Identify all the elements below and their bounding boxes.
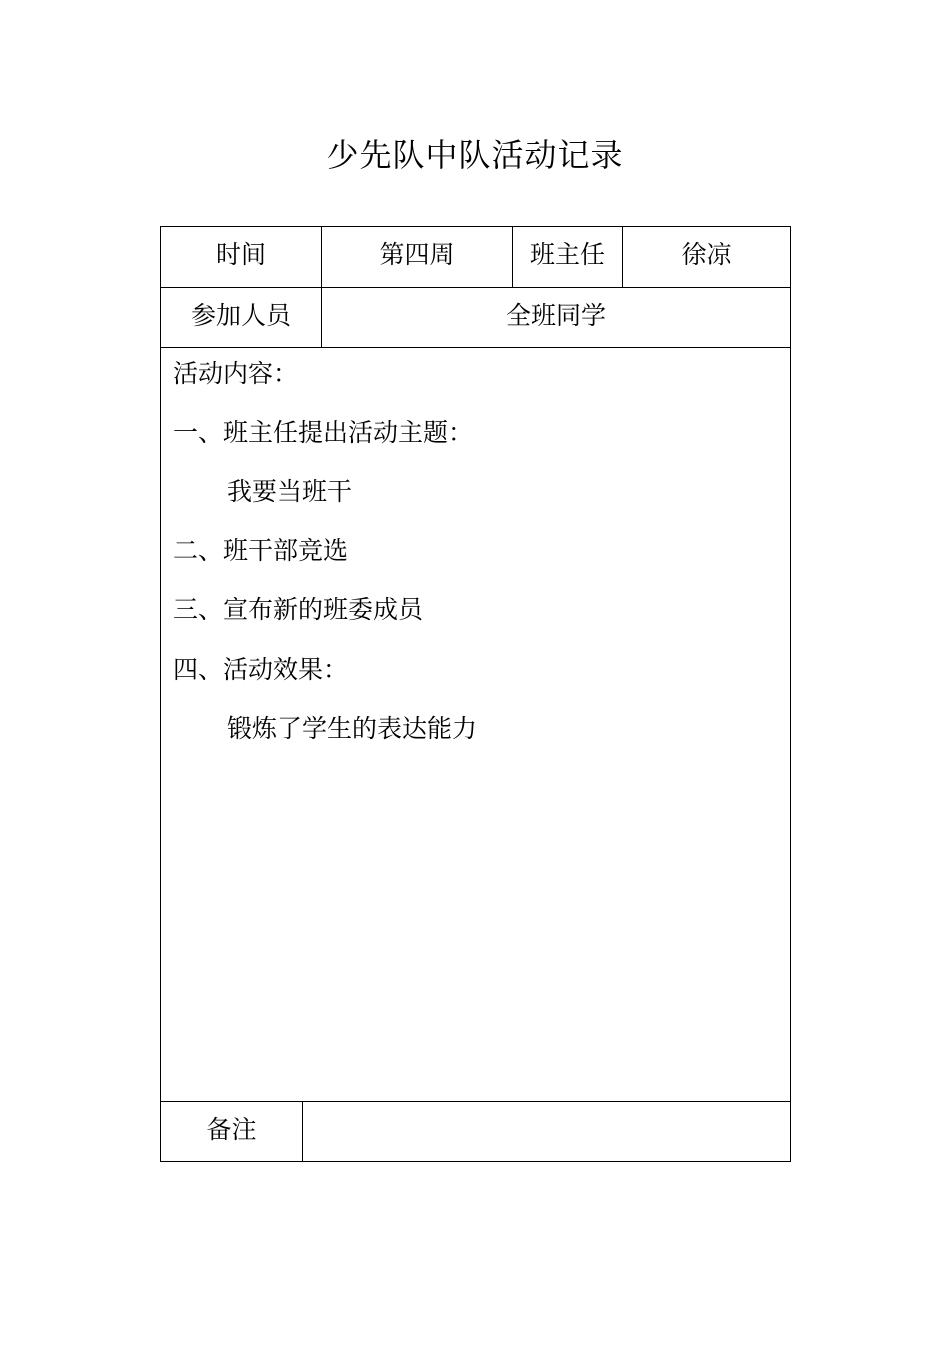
activity-content — [173, 347, 783, 1101]
content-line-4: 三、宣布新的班委成员 — [173, 595, 424, 624]
content-line-3: 二、班干部竞选 — [173, 536, 349, 565]
content-line-6: 锻炼了学生的表达能力 — [227, 714, 478, 743]
teacher-value: 徐凉 — [681, 240, 732, 269]
content-line-5: 四、活动效果： — [173, 655, 349, 684]
time-label: 时间 — [215, 240, 266, 269]
remarks-value — [303, 1102, 790, 1154]
content-heading: 活动内容： — [173, 359, 299, 388]
activity-record-table — [160, 226, 791, 1162]
time-value: 第四周 — [379, 240, 455, 269]
participants-label: 参加人员 — [190, 301, 291, 330]
page-title: 少先队中队活动记录 — [326, 136, 624, 174]
participants-value: 全班同学 — [505, 301, 606, 330]
remarks-label: 备注 — [206, 1115, 257, 1144]
teacher-label: 班主任 — [529, 240, 605, 269]
content-line-1: 一、班主任提出活动主题： — [173, 418, 474, 447]
content-line-2: 我要当班干 — [227, 477, 353, 506]
